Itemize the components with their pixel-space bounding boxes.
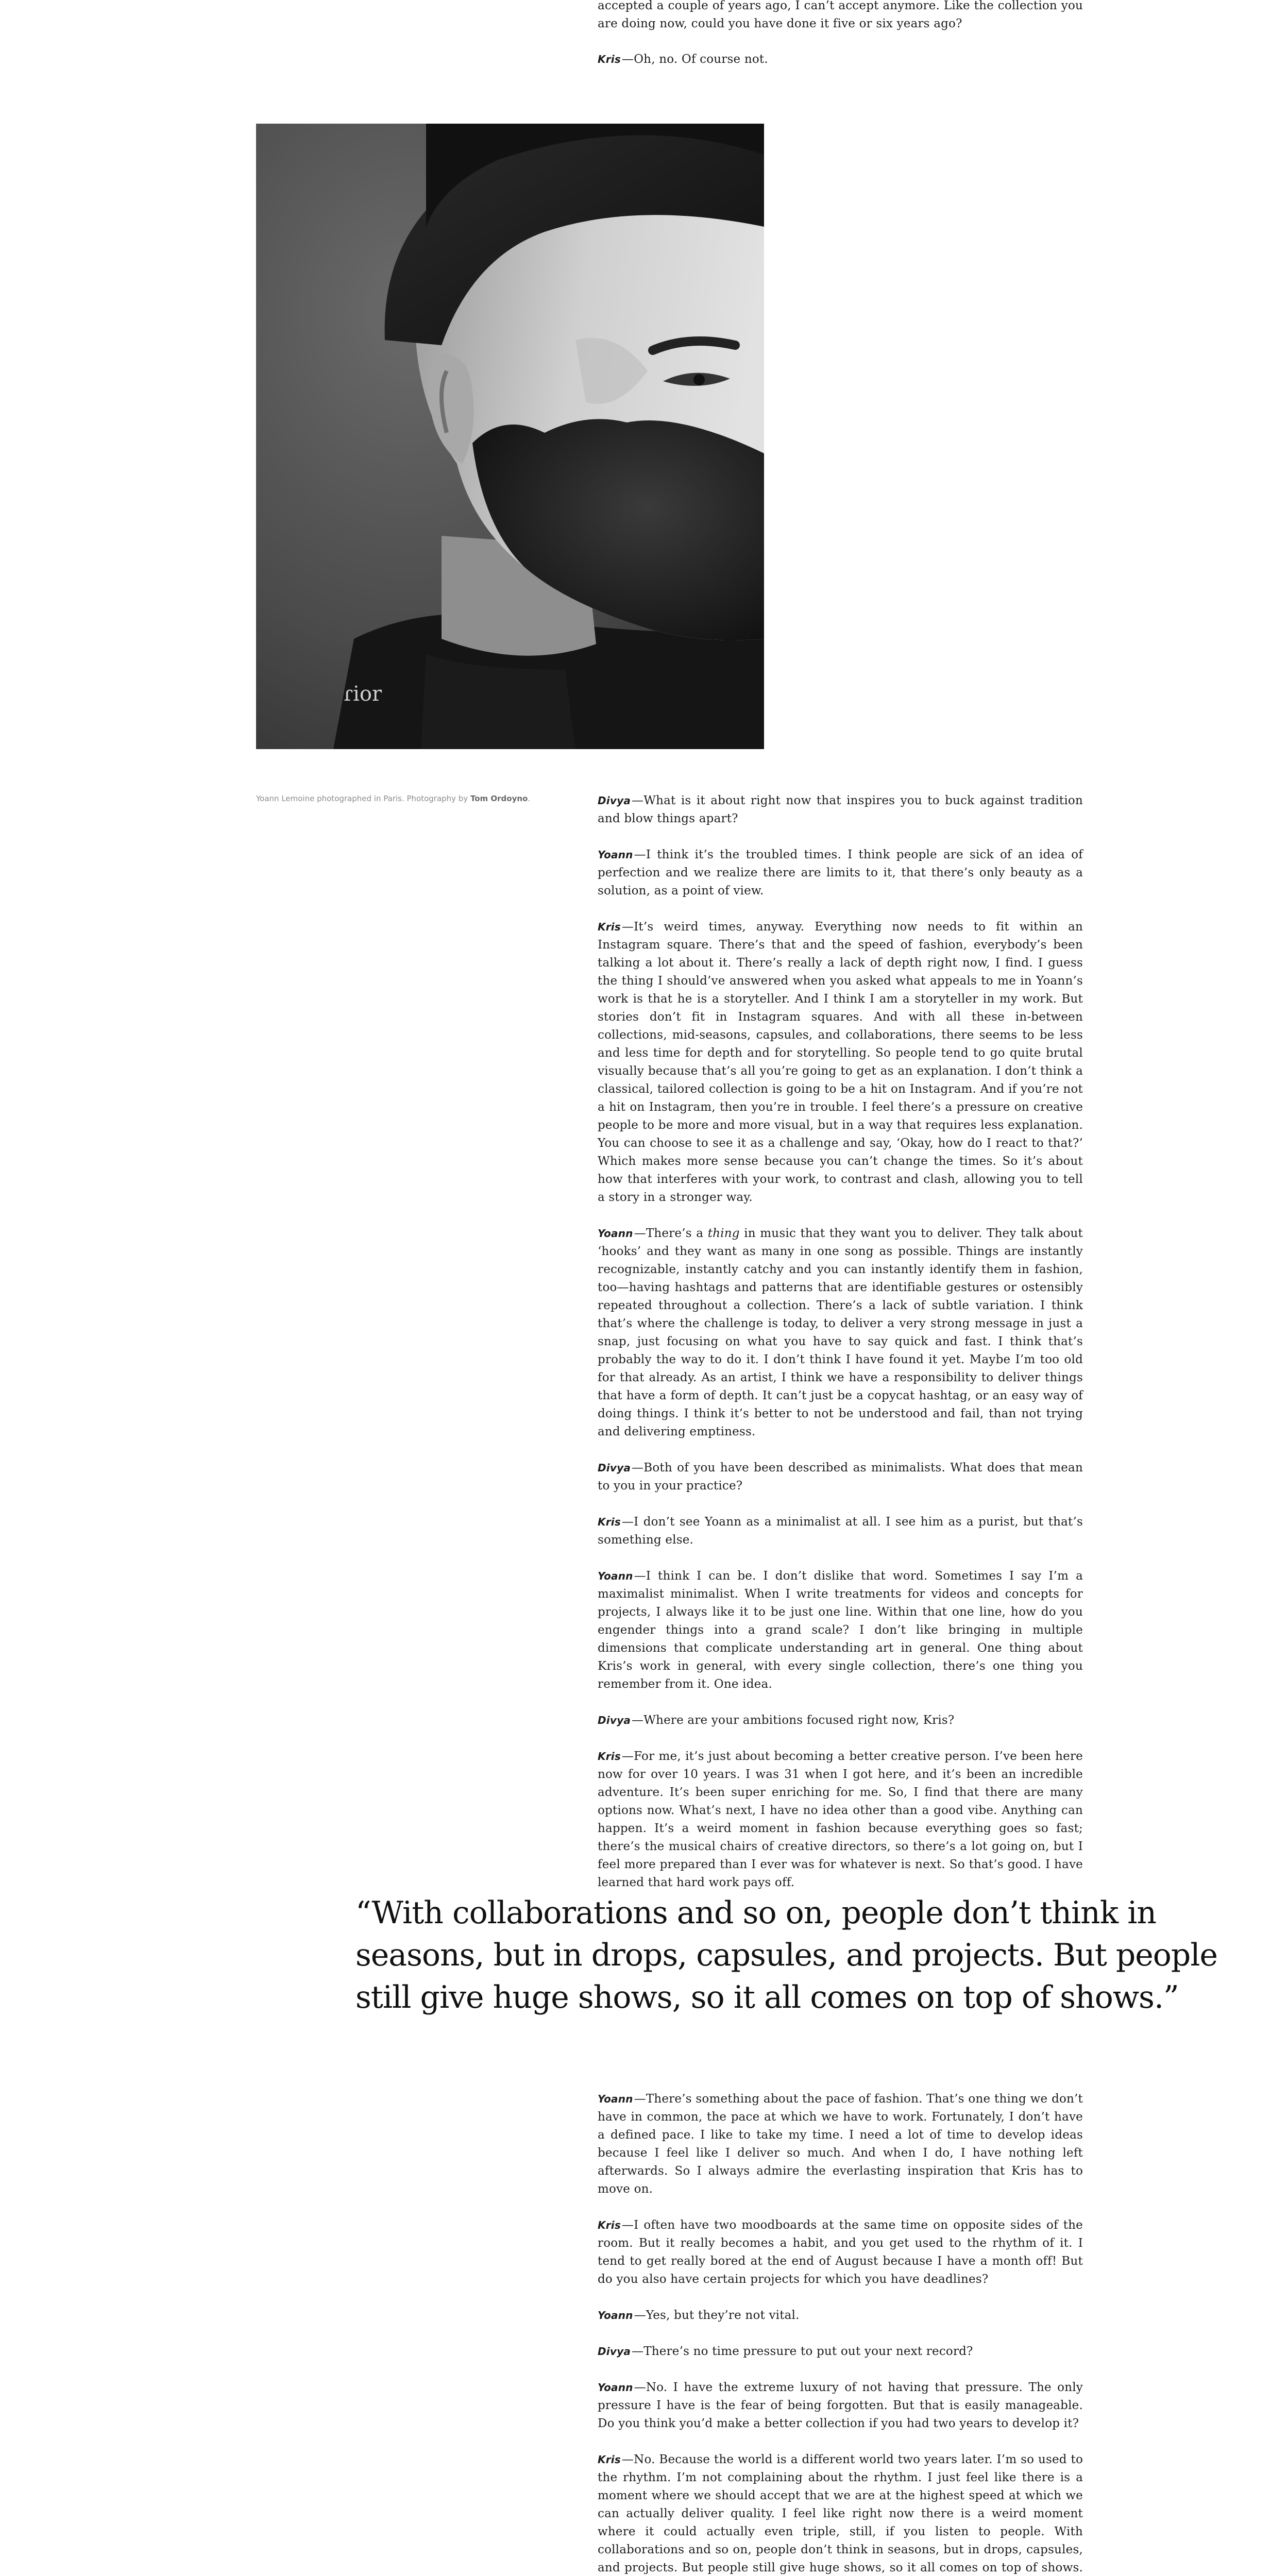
speaker-name: Yoann <box>598 2309 633 2321</box>
portrait-photo <box>256 124 764 749</box>
speaker-name: Yoann <box>598 1570 633 1582</box>
photo-caption <box>256 792 565 805</box>
pull-quote: “With collaborations and so on, people don’t think in seasons, but in drops, capsules, and projects. But people still give huge shows, so it all comes on top of shows.” <box>355 1895 1218 2015</box>
paragraph-text: —There’s a <box>634 1227 708 1240</box>
paragraph-text: —Both of you have been described as minimalists. What does that mean to you in your practice? <box>598 1461 1083 1493</box>
svg-text:ɾior: ɾior <box>344 682 382 706</box>
portrait-illustration <box>256 124 764 749</box>
paragraph-text: —I don’t see Yoann as a minimalist at all. I see him as a purist, but that’s something else. <box>598 1515 1083 1547</box>
interview-paragraph <box>598 2343 1083 2361</box>
speaker-name: Yoann <box>598 2381 633 2394</box>
speaker-name: Divya <box>598 1462 631 1474</box>
interview-paragraph <box>598 2307 1083 2325</box>
paragraph-text: —Yes, but they’re not vital. <box>634 2309 800 2322</box>
interview-paragraph <box>598 1225 1083 1441</box>
caption-credit-link[interactable]: Tom Ordoyno <box>470 794 528 803</box>
speaker-name: Kris <box>598 2453 621 2466</box>
paragraph-text: —Where are your ambitions focused right now, Kris? <box>632 1714 955 1727</box>
interview-paragraph <box>598 2090 1083 2198</box>
paragraph-text: —There’s something about the pace of fashion. That’s one thing we don’t have in common, the pace at which we have to work. Fortunately, I don’t have a defined pace. I like to take my time. I need a lot of time to develop ideas because I feel like I deliver so much. And when I do, I have nothing left afterwards. So I always admire the everlasting inspiration that Kris has to move on. <box>598 2092 1083 2196</box>
speaker-name: Yoann <box>598 1227 633 1240</box>
speaker-name: Yoann <box>598 2093 633 2105</box>
paragraph-text: thing <box>707 1227 740 1240</box>
paragraph-text: —There’s no time pressure to put out your next record? <box>632 2345 973 2358</box>
speaker-name: Kris <box>598 1516 621 1528</box>
paragraph-text: —No. I have the extreme luxury of not having that pressure. The only pressure I have is the fear of being forgotten. But that is easily manageable. Do you think you’d make a better collection if you had two years to develop it? <box>598 2381 1083 2430</box>
paragraph-text: —For me, it’s just about becoming a better creative person. I’ve been here now for over 10 years. I was 31 when I got here, and it’s been an incredible adventure. It’s been super enriching for me. So, I find that there are many options now. What’s next, I have no idea other than a good vibe. Anything can happen. It’s a weird moment in fashion because everything goes so fast; there’s the musical chairs of creative directors, so there’s a lot going on, but I feel more prepared than I ever was for whatever is next. So that’s good. I have learned that hard work pays off. <box>598 1750 1083 1889</box>
paragraph-text: —No. Because the world is a different world two years later. I’m so used to the rhythm. I’m not complaining about the rhythm. I just feel like there is a moment where we should accept that we are at the highest speed at which we can actually deliver quality. I feel like right now there is a weird moment where it could actually even triple, still, if you listen to people. With collaborations and so on, people don’t think in seasons, but in drops, capsules, and projects. But people still give huge shows, so it all comes on top of shows. <box>598 2453 1083 2574</box>
interview-paragraph <box>598 2451 1083 2576</box>
caption-end: . <box>528 794 531 803</box>
interview-paragraph <box>598 918 1083 1207</box>
interview-paragraph <box>598 2216 1083 2289</box>
speaker-name: Kris <box>598 921 621 933</box>
interview-section-2 <box>598 2090 1083 2576</box>
speaker-name: Divya <box>598 2345 631 2358</box>
interview-paragraph <box>598 1711 1083 1730</box>
interview-paragraph <box>598 2379 1083 2433</box>
paragraph-text: —I think I can be. I don’t dislike that word. Sometimes I say I’m a maximalist minimalist. When I write treatments for videos and concepts for projects, I always like it to be just one line. Within that one line, how do you engender things into a grand scale? I don’t like bringing in multiple dimensions that complicate understanding art in general. One thing about Kris’s work in general, with every single collection, there’s one thing you remember from it. One idea. <box>598 1569 1083 1691</box>
interview-paragraph <box>598 792 1083 828</box>
paragraph-text: in music that they want you to deliver. They talk about ‘hooks’ and they want as many in one song as possible. Things are instantly recognizable, instantly catchy and you can instantly identify them in fashion, too—having hashtags and patterns that are identifiable gestures or ostensibly repeated throughout a collection. There’s a lack of subtle variation. I think that’s where the challenge is today, to deliver a very strong message in just a snap, just focusing on what you have to say quick and fast. I think that’s probably the way to do it. I don’t think I have found it yet. Maybe I’m too old for that already. As an artist, I think we have a responsibility to deliver things that have a form of depth. It can’t just be a copycat hashtag, or an easy way of doing things. I think it’s better to not be understood and fail, than not trying and delivering emptiness. <box>598 1227 1083 1438</box>
speaker-name: Kris <box>598 53 621 65</box>
intro-block <box>598 0 1083 69</box>
paragraph-text: —It’s weird times, anyway. Everything now needs to fit within an Instagram square. There’s that and the speed of fashion, everybody’s been talking a lot about it. There’s really a lack of depth right now, I find. I guess the thing I should’ve answered when you asked what appeals to me in Yoann’s work is that he is a storyteller. And I think I am a storyteller in my work. But stories don’t fit in Instagram squares. And with all these in-between collections, mid-seasons, capsules, and collaborations, there seems to be less and less time for depth and for storytelling. So people tend to go quite brutal visually because that’s all you’re going to get as an explanation. I don’t think a classical, tailored collection is going to be a hit on Instagram. And if you’re not a hit on Instagram, then you’re in trouble. I feel there’s a pressure on creative people to be more and more visual, but in a way that requires less explanation. You can choose to see it as a challenge and say, ‘Okay, how do I react to that?’ Which makes more sense because you can’t change the times. So it’s about how that interferes with your work, to contrast and clash, allowing you to tell a story in a stronger way. <box>598 920 1083 1204</box>
interview-paragraph <box>598 1513 1083 1549</box>
paragraph-text: —I often have two moodboards at the same time on opposite sides of the room. But it really becomes a habit, and you get used to the rhythm of it. I tend to get really bored at the end of August because I have a month off! But do you also have certain projects for which you have deadlines? <box>598 2218 1083 2286</box>
paragraph-text: —I think it’s the troubled times. I think people are sick of an idea of perfection and we realize there are limits to it, that there’s only beauty as a solution, as a point of view. <box>598 848 1083 897</box>
interview-paragraph <box>598 1567 1083 1693</box>
interview-paragraph <box>598 1459 1083 1495</box>
paragraph-text: —What is it about right now that inspires you to buck against tradition and blow things apart? <box>598 794 1083 825</box>
speaker-name: Divya <box>598 1714 631 1726</box>
speaker-name: Kris <box>598 2219 621 2231</box>
speaker-name: Yoann <box>598 849 633 861</box>
intro-kris-reply <box>598 50 1083 69</box>
intro-paragraph: accepted a couple of years ago, I can’t accept anymore. Like the collection you are doing now, could you have done it five or six years ago? <box>598 0 1083 30</box>
caption-text: Yoann Lemoine photographed in Paris. Photography by <box>256 794 470 803</box>
speaker-name: Kris <box>598 1750 621 1762</box>
reply-text: —Oh, no. Of course not. <box>621 53 768 66</box>
interview-paragraph <box>598 1748 1083 1892</box>
speaker-name: Divya <box>598 794 631 807</box>
interview-paragraph <box>598 846 1083 900</box>
interview-section-1 <box>598 792 1083 1892</box>
